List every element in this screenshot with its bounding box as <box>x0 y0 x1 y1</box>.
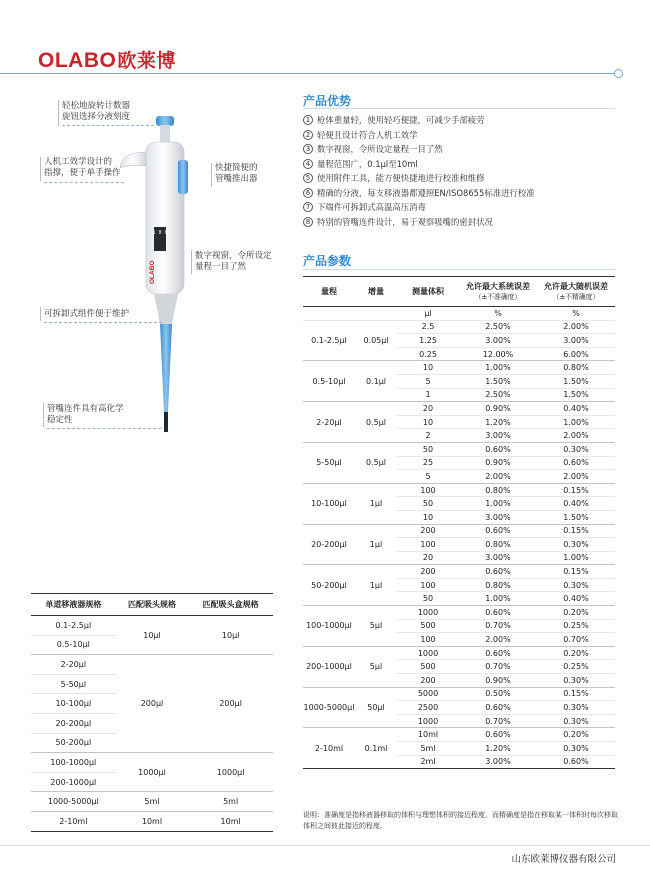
volume-cell: 5000 <box>397 687 459 701</box>
volume-cell: 200 <box>397 524 459 538</box>
volume-cell: 50 <box>397 497 459 511</box>
range-cell: 2-20μl <box>303 402 355 443</box>
rand-error-cell: 1.00% <box>537 551 615 565</box>
rand-error-cell: 0.40% <box>537 592 615 606</box>
callout-leader <box>44 182 124 183</box>
volume-cell: 25 <box>397 456 459 470</box>
rand-error-cell: 0.60% <box>537 755 615 769</box>
rand-error-cell: 0.30% <box>537 442 615 456</box>
sys-error-cell: 0.60% <box>459 565 537 579</box>
volume-cell: 2 <box>397 429 459 443</box>
tips-spec-cell: 20-200μl <box>31 713 116 733</box>
volume-cell: 100 <box>397 633 459 647</box>
callout-counter-knob: 轻松地旋转计数器 旋钮选择分液刻度 <box>62 101 131 122</box>
advantages-list <box>303 113 623 229</box>
tips-tip-cell: 1000μl <box>116 753 189 792</box>
rand-error-cell: 0.80% <box>537 361 615 375</box>
col-rand-error-sub: （±不精确度） <box>552 292 600 301</box>
rand-error-cell: 0.30% <box>537 714 615 728</box>
tips-row <box>31 655 273 675</box>
advantage-item <box>303 186 623 201</box>
tips-box-cell: 1000μl <box>188 753 273 792</box>
sys-error-cell: 0.70% <box>459 619 537 633</box>
advantages-title: 产品优势 <box>303 94 352 108</box>
col-rand-error <box>537 277 615 307</box>
volume-cell: 2ml <box>397 755 459 769</box>
rand-error-cell: 0.20% <box>537 606 615 620</box>
advantage-number: 5 <box>303 173 313 183</box>
advantage-number: 1 <box>303 115 313 125</box>
callout-leader <box>62 125 154 126</box>
rand-error-cell: 0.25% <box>537 660 615 674</box>
sys-error-cell: 0.60% <box>459 728 537 742</box>
brand-name-cn: 欧莱博 <box>117 50 176 72</box>
callout-removable: 可拆卸式组件便于维护 <box>44 309 130 319</box>
tips-spec-cell: 10-100μl <box>31 694 116 714</box>
sys-error-cell: 0.90% <box>459 402 537 416</box>
col-volume: 测量体积 <box>397 277 459 307</box>
advantage-item <box>303 113 623 128</box>
sys-error-cell: 2.50% <box>459 320 537 334</box>
col-step: 增量 <box>355 277 397 307</box>
params-divider <box>303 269 615 270</box>
sys-error-cell: 0.80% <box>459 538 537 552</box>
volume-cell: 0.25 <box>397 347 459 361</box>
tips-tip-cell: 10μl <box>116 616 189 655</box>
volume-cell: 100 <box>397 578 459 592</box>
sys-error-cell: 2.00% <box>459 470 537 484</box>
col-range: 量程 <box>303 277 355 307</box>
advantage-item <box>303 142 623 157</box>
tips-box-cell: 200μl <box>188 655 273 753</box>
rand-error-cell: 1.50% <box>537 510 615 524</box>
sys-error-cell: 1.00% <box>459 361 537 375</box>
sys-error-cell: 0.70% <box>459 660 537 674</box>
tips-box-cell: 5ml <box>188 792 273 812</box>
advantage-text: 量程范围广，0.1μl至10ml <box>317 158 418 169</box>
tips-spec-cell: 100-1000μl <box>31 753 116 773</box>
rand-error-cell: 0.30% <box>537 674 615 688</box>
range-cell: 50-200μl <box>303 565 355 606</box>
step-cell: 1μl <box>355 524 397 565</box>
spec-table <box>303 276 615 769</box>
sys-error-cell: 0.60% <box>459 701 537 715</box>
rand-error-cell: 1.50% <box>537 388 615 402</box>
range-cell: 0.5-10μl <box>303 361 355 402</box>
callout-tip-connector: 管嘴连件具有高化学 稳定性 <box>47 404 124 425</box>
rand-error-cell: 0.60% <box>537 456 615 470</box>
range-cell: 1000-5000μl <box>303 687 355 728</box>
table-row <box>303 565 615 579</box>
sys-error-cell: 0.60% <box>459 442 537 456</box>
tips-spec-cell: 2-10ml <box>31 811 116 831</box>
footnote: 说明：准确度是指移液器移取的体积与理想体积的接近程度，而精确度是指在移取某一体积时每次移取体积之间彼此接近的程度。 <box>303 811 618 830</box>
volume-cell: 1000 <box>397 646 459 660</box>
sys-error-cell: 3.00% <box>459 551 537 565</box>
tips-box-cell: 10ml <box>188 811 273 831</box>
range-cell: 20-200μl <box>303 524 355 565</box>
step-cell: 5μl <box>355 646 397 687</box>
sys-error-cell: 3.00% <box>459 334 537 348</box>
sys-error-cell: 2.00% <box>459 633 537 647</box>
unit-sys: % <box>459 307 537 321</box>
volume-cell: 5 <box>397 374 459 388</box>
rand-error-cell: 6.00% <box>537 347 615 361</box>
advantage-item <box>303 157 623 172</box>
range-cell: 5-50μl <box>303 442 355 483</box>
tips-row <box>31 811 273 831</box>
rand-error-cell: 0.30% <box>537 538 615 552</box>
advantage-text: 枪体重量轻，使用轻巧便捷，可减少手部疲劳 <box>317 115 485 125</box>
advantage-item <box>303 171 623 186</box>
range-cell: 10-100μl <box>303 483 355 524</box>
callout-digital-window: 数字视窗，令所设定 量程一目了然 <box>195 251 272 272</box>
volume-cell: 10 <box>397 510 459 524</box>
tips-spec-cell: 1000-5000μl <box>31 792 116 812</box>
unit-volume: μl <box>397 307 459 321</box>
advantage-item <box>303 200 623 215</box>
callout-bar <box>211 163 212 187</box>
tips-row <box>31 753 273 773</box>
tips-tip-cell: 5ml <box>116 792 189 812</box>
display-digits: 1 0 0 <box>152 230 168 236</box>
table-row <box>303 320 615 334</box>
rand-error-cell: 0.30% <box>537 742 615 756</box>
advantage-number: 2 <box>303 130 313 140</box>
sys-error-cell: 0.60% <box>459 646 537 660</box>
tips-table <box>31 593 273 832</box>
table-row <box>303 728 615 742</box>
tips-tip-cell: 200μl <box>116 655 189 753</box>
rand-error-cell: 3.00% <box>537 334 615 348</box>
volume-cell: 10 <box>397 361 459 375</box>
sys-error-cell: 0.80% <box>459 578 537 592</box>
volume-cell: 10 <box>397 415 459 429</box>
advantages-divider <box>303 108 615 109</box>
rand-error-cell: 1.00% <box>537 415 615 429</box>
rand-error-cell: 0.40% <box>537 402 615 416</box>
callout-tip-ejector: 快捷简便的 管嘴推出器 <box>215 163 258 184</box>
callout-finger-rest: 人机工效学设计的 指撑，便于单手操作 <box>44 157 121 178</box>
volume-cell: 1 <box>397 388 459 402</box>
rand-error-cell: 0.40% <box>537 497 615 511</box>
volume-cell: 20 <box>397 551 459 565</box>
sys-error-cell: 3.00% <box>459 755 537 769</box>
volume-cell: 50 <box>397 442 459 456</box>
advantage-text: 下端件可拆卸式高温高压消毒 <box>317 202 426 212</box>
header-divider <box>0 73 617 74</box>
company-name: 山东欧莱博仪器有限公司 <box>511 854 616 865</box>
tips-spec-cell: 200-1000μl <box>31 772 116 792</box>
sys-error-cell: 0.90% <box>459 674 537 688</box>
step-cell: 0.5μl <box>355 442 397 483</box>
sys-error-cell: 0.90% <box>459 456 537 470</box>
tips-row <box>31 792 273 812</box>
rand-error-cell: 1.50% <box>537 374 615 388</box>
advantage-number: 6 <box>303 188 313 198</box>
unit-row <box>303 307 615 321</box>
rand-error-cell: 2.00% <box>537 320 615 334</box>
volume-cell: 50 <box>397 592 459 606</box>
step-cell: 1μl <box>355 565 397 606</box>
rand-error-cell: 2.00% <box>537 429 615 443</box>
table-cell <box>355 307 397 321</box>
tips-col-tip: 匹配吸头规格 <box>116 594 189 616</box>
tips-row <box>31 616 273 636</box>
volume-cell: 100 <box>397 538 459 552</box>
sys-error-cell: 12.00% <box>459 347 537 361</box>
callout-leader <box>47 428 161 429</box>
step-cell: 1μl <box>355 483 397 524</box>
volume-cell: 5ml <box>397 742 459 756</box>
callout-bar <box>40 157 41 181</box>
rand-error-cell: 2.00% <box>537 470 615 484</box>
callout-bar <box>43 403 44 427</box>
callout-leader <box>44 322 162 323</box>
table-row <box>303 646 615 660</box>
footer-divider <box>0 845 650 846</box>
advantage-text: 使用附件工具，能方便快捷地进行校准和维修 <box>317 173 485 183</box>
volume-cell: 200 <box>397 674 459 688</box>
range-cell: 2-10ml <box>303 728 355 769</box>
tips-spec-cell: 5-50μl <box>31 674 116 694</box>
table-row <box>303 442 615 456</box>
volume-cell: 5 <box>397 470 459 484</box>
volume-cell: 2.5 <box>397 320 459 334</box>
volume-cell: 500 <box>397 660 459 674</box>
volume-cell: 20 <box>397 402 459 416</box>
rand-error-cell: 0.25% <box>537 619 615 633</box>
unit-rand: % <box>537 307 615 321</box>
callout-bar <box>191 250 192 274</box>
sys-error-cell: 0.60% <box>459 524 537 538</box>
tips-spec-cell: 50-200μl <box>31 733 116 753</box>
col-sys-error-sub: （±不准确度） <box>474 292 522 301</box>
col-sys-error <box>459 277 537 307</box>
pipette-illustration <box>108 112 218 442</box>
volume-cell: 100 <box>397 483 459 497</box>
range-cell: 200-1000μl <box>303 646 355 687</box>
rand-error-cell: 0.70% <box>537 633 615 647</box>
rand-error-cell: 0.20% <box>537 728 615 742</box>
range-cell: 0.1-2.5μl <box>303 320 355 361</box>
advantage-number: 3 <box>303 144 313 154</box>
sys-error-cell: 1.50% <box>459 374 537 388</box>
tips-spec-cell: 0.1-2.5μl <box>31 616 116 636</box>
table-row <box>303 687 615 701</box>
volume-cell: 500 <box>397 619 459 633</box>
table-cell <box>303 307 355 321</box>
tips-box-cell: 10μl <box>188 616 273 655</box>
volume-cell: 1.25 <box>397 334 459 348</box>
sys-error-cell: 0.80% <box>459 483 537 497</box>
tips-col-spec: 单道移液器规格 <box>31 594 116 616</box>
step-cell: 0.1ml <box>355 728 397 769</box>
header-divider-dot <box>614 69 623 78</box>
table-row <box>303 483 615 497</box>
volume-cell: 2500 <box>397 701 459 715</box>
callout-bar <box>40 307 41 321</box>
advantage-number: 8 <box>303 217 313 227</box>
brand-name: OLABO <box>38 49 117 72</box>
params-title: 产品参数 <box>303 254 352 268</box>
sys-error-cell: 3.00% <box>459 429 537 443</box>
tips-spec-cell: 0.5-10μl <box>31 635 116 655</box>
step-cell: 0.5μl <box>355 402 397 443</box>
pipette-brand-label: OLABO <box>149 260 156 284</box>
sys-error-cell: 3.00% <box>459 510 537 524</box>
sys-error-cell: 1.00% <box>459 592 537 606</box>
table-row <box>303 361 615 375</box>
step-cell: 50μl <box>355 687 397 728</box>
sys-error-cell: 1.20% <box>459 742 537 756</box>
advantage-item <box>303 215 623 230</box>
volume-cell: 200 <box>397 565 459 579</box>
col-rand-error-label: 允许最大随机误差 <box>544 281 608 291</box>
rand-error-cell: 0.15% <box>537 524 615 538</box>
advantage-text: 数字视窗，令所设定量程一目了然 <box>317 144 443 154</box>
sys-error-cell: 0.60% <box>459 606 537 620</box>
sys-error-cell: 0.70% <box>459 714 537 728</box>
tips-spec-cell: 2-20μl <box>31 655 116 675</box>
advantage-text: 特别的管嘴连件设计，易于观察吸嘴的密封状况 <box>317 216 493 227</box>
callout-bar <box>58 100 59 126</box>
volume-cell: 1000 <box>397 714 459 728</box>
table-row <box>303 606 615 620</box>
sys-error-cell: 1.00% <box>459 497 537 511</box>
step-cell: 5μl <box>355 606 397 647</box>
step-cell: 0.1μl <box>355 361 397 402</box>
sys-error-cell: 0.50% <box>459 687 537 701</box>
advantage-text: 轻便且设计符合人机工效学 <box>317 129 418 140</box>
advantage-item <box>303 128 623 143</box>
volume-cell: 10ml <box>397 728 459 742</box>
sys-error-cell: 1.20% <box>459 415 537 429</box>
rand-error-cell: 0.15% <box>537 483 615 497</box>
advantage-number: 7 <box>303 202 313 212</box>
rand-error-cell: 0.15% <box>537 565 615 579</box>
tips-tip-cell: 10ml <box>116 811 189 831</box>
table-row <box>303 402 615 416</box>
table-row <box>303 524 615 538</box>
tips-col-box: 匹配吸头盒规格 <box>188 594 273 616</box>
step-cell: 0.05μl <box>355 320 397 361</box>
sys-error-cell: 2.50% <box>459 388 537 402</box>
rand-error-cell: 0.30% <box>537 578 615 592</box>
rand-error-cell: 0.30% <box>537 701 615 715</box>
rand-error-cell: 0.15% <box>537 687 615 701</box>
rand-error-cell: 0.20% <box>537 646 615 660</box>
volume-cell: 1000 <box>397 606 459 620</box>
range-cell: 100-1000μl <box>303 606 355 647</box>
col-sys-error-label: 允许最大系统误差 <box>466 281 530 291</box>
advantage-text: 精确的分液，每支移液器都遵照EN/ISO8655标准进行校准 <box>317 187 535 198</box>
advantage-number: 4 <box>303 159 313 169</box>
brand-logo <box>38 46 176 73</box>
